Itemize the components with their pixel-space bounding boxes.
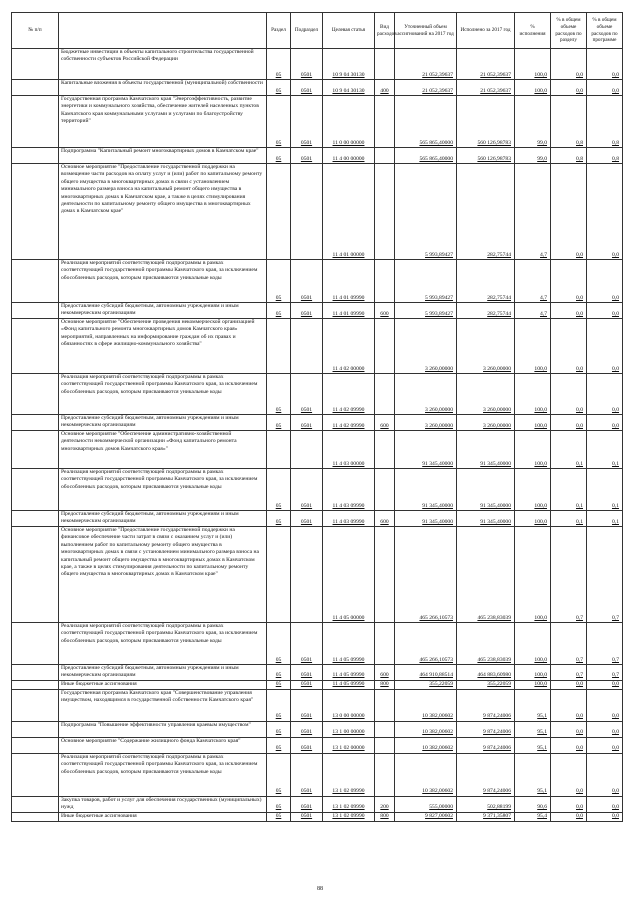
cell-vr [375,319,395,374]
cell-p1: 0,1 [551,511,587,527]
cell-vr: 200 [375,796,395,812]
cell-name: Иные бюджетные ассигнования [59,812,267,821]
cell-cs: 13 1 02 09990 [323,753,375,796]
cell-pct: 100,0 [515,469,551,511]
cell-p2: 0,1 [587,511,623,527]
table-row [12,96,623,148]
cell-pct: 90,6 [515,796,551,812]
cell-npp [12,680,59,689]
cell-npp [12,96,59,148]
cell-pct: 100,0 [515,680,551,689]
cell-razdel: 05 [267,753,291,796]
cell-name: Предоставление субсидий бюджетным, автономным учреждениям и иным некоммерческим организациям [59,303,267,319]
cell-p1: 0,0 [551,689,587,721]
cell-name: Предоставление субсидий бюджетным, автономным учреждениям и иным некоммерческим организациям [59,415,267,431]
cell-podrazdel: 0501 [291,374,323,415]
cell-p2: 0,8 [587,96,623,148]
cell-p1: 0,8 [551,148,587,164]
cell-p2: 0,0 [587,796,623,812]
cell-npp [12,431,59,469]
cell-pct: 100,0 [515,319,551,374]
cell-fact: 282,75744 [457,303,515,319]
header-fact: Исполнено за 2017 год [457,13,515,49]
cell-p2: 0,7 [587,623,623,665]
cell-p2: 0,0 [587,415,623,431]
cell-fact: 9 371,35807 [457,812,515,821]
cell-podrazdel: 0501 [291,80,323,96]
cell-fact: 560 126,98783 [457,96,515,148]
cell-p1: 0,0 [551,737,587,753]
cell-p1: 0,0 [551,721,587,737]
cell-plan: 91 345,40000 [395,511,457,527]
cell-npp [12,303,59,319]
cell-plan: 3 260,00000 [395,319,457,374]
document-page [11,12,622,822]
cell-vr [375,96,395,148]
table-row [12,721,623,737]
cell-p2: 0,7 [587,527,623,623]
cell-plan: 91 345,40000 [395,469,457,511]
cell-fact: 464 883,60980 [457,665,515,681]
cell-razdel [267,164,291,260]
cell-p2: 0,0 [587,49,623,80]
table-body [12,49,623,822]
cell-pct: 4,7 [515,164,551,260]
cell-cs: 11 4 03 09990 [323,469,375,511]
cell-pct: 100,0 [515,431,551,469]
cell-cs: 11 4 01 09990 [323,260,375,303]
cell-podrazdel: 0501 [291,680,323,689]
cell-p1: 0,0 [551,374,587,415]
cell-razdel: 05 [267,303,291,319]
cell-cs: 11 4 03 09990 [323,511,375,527]
table-row [12,469,623,511]
cell-razdel: 05 [267,689,291,721]
cell-name: Основное мероприятие "Предоставление государственной поддержки на возмещение части расходов на оплату услуг и (или) работ по капитальному ремонту общего имущества в многоквартирных домах в связи с установлением минимального размера взноса на капитальный ремонт общего имущества в многоквартирных домах в Камчатском крае, а также в целях стимулирования деятельности по капитальному ремонту общего имущества в многоквартирных домах в Камчатском крае" [59,164,267,260]
cell-npp [12,469,59,511]
cell-p1: 0,0 [551,164,587,260]
cell-p1: 0,8 [551,96,587,148]
cell-npp [12,796,59,812]
cell-p2: 0,0 [587,721,623,737]
cell-podrazdel [291,431,323,469]
table-row [12,80,623,96]
table-row [12,796,623,812]
cell-p2: 0,0 [587,164,623,260]
cell-p2: 0,0 [587,374,623,415]
page-number: 88 [317,886,323,892]
cell-pct: 100,0 [515,374,551,415]
cell-p2: 0,0 [587,319,623,374]
cell-p1: 0,0 [551,415,587,431]
cell-plan: 465 266,10573 [395,623,457,665]
cell-p2: 0,0 [587,737,623,753]
cell-plan: 565 865,40000 [395,148,457,164]
cell-p1: 0,7 [551,665,587,681]
cell-cs: 11 4 02 09990 [323,374,375,415]
cell-razdel: 05 [267,96,291,148]
cell-npp [12,737,59,753]
cell-plan: 3 260,00000 [395,374,457,415]
cell-p1: 0,0 [551,753,587,796]
cell-cs: 13 1 02 00000 [323,737,375,753]
cell-name: Государственная программа Камчатского края "Энергоэффективность, развитие энергетики и коммунального хозяйства, обеспечение жителей населенных пунктов Камчатского края коммунальными услугами и услугами по благоустройству территорий" [59,96,267,148]
cell-razdel: 05 [267,721,291,737]
cell-vr [375,431,395,469]
cell-razdel: 05 [267,812,291,821]
cell-npp [12,812,59,821]
header-vr: Вид расходов [375,13,395,49]
cell-fact: 21 052,39637 [457,80,515,96]
cell-fact: 560 126,98783 [457,148,515,164]
cell-plan: 355,22059 [395,680,457,689]
cell-vr [375,737,395,753]
cell-fact: 502,88199 [457,796,515,812]
cell-podrazdel: 0501 [291,721,323,737]
cell-name: Подпрограмма "Капитальный ремонт многоквартирных домов в Камчатском крае" [59,148,267,164]
cell-plan: 91 345,40000 [395,431,457,469]
cell-vr: 600 [375,303,395,319]
cell-pct: 4,7 [515,303,551,319]
cell-name: Бюджетные инвестиции в объекты капитального строительства государственной собственности субъектов Российской Федерации [59,49,267,80]
cell-pct: 95,1 [515,753,551,796]
cell-cs: 11 4 05 09990 [323,665,375,681]
cell-podrazdel: 0501 [291,753,323,796]
cell-podrazdel: 0501 [291,49,323,80]
cell-podrazdel: 0501 [291,665,323,681]
cell-fact: 9 874,24006 [457,753,515,796]
cell-plan: 5 993,89427 [395,260,457,303]
cell-pct: 100,0 [515,527,551,623]
cell-p2: 0,0 [587,680,623,689]
cell-name: Основное мероприятие "Предоставление государственной поддержки на финансовое обеспечение части затрат в связи с оказанием услуг и (или) выполнением работ по капитальному ремонту общего имущества в многоквартирных домах в связи с установлением минимального размера взноса на капитальный ремонт общего имущества в многоквартирных домах в Камчатском крае, а также в целях стимулирования деятельности по капитальному ремонту общего имущества в многоквартирных домах в Камчатском крае" [59,527,267,623]
cell-podrazdel: 0501 [291,812,323,821]
table-row [12,260,623,303]
table-row [12,737,623,753]
cell-podrazdel: 0501 [291,511,323,527]
cell-podrazdel: 0501 [291,737,323,753]
cell-name: Предоставление субсидий бюджетным, автономным учреждениям и иным некоммерческим организациям [59,665,267,681]
cell-p1: 0,0 [551,680,587,689]
cell-razdel [267,431,291,469]
cell-p2: 0,0 [587,812,623,821]
table-row [12,303,623,319]
cell-fact: 282,75744 [457,164,515,260]
cell-fact: 91 345,40000 [457,469,515,511]
table-row [12,623,623,665]
table-row [12,511,623,527]
cell-cs: 11 4 01 09990 [323,303,375,319]
header-plan: Уточненный объем ассигнований на 2017 год [395,13,457,49]
cell-p2: 0,8 [587,148,623,164]
cell-p1: 0,0 [551,812,587,821]
cell-cs: 11 4 00 00000 [323,148,375,164]
cell-pct: 95,1 [515,721,551,737]
cell-p1: 0,1 [551,469,587,511]
cell-podrazdel: 0501 [291,469,323,511]
table-row [12,689,623,721]
cell-p1: 0,0 [551,80,587,96]
cell-podrazdel: 0501 [291,260,323,303]
cell-fact: 355,22059 [457,680,515,689]
cell-vr [375,689,395,721]
cell-vr: 800 [375,812,395,821]
cell-name: Иные бюджетные ассигнования [59,680,267,689]
cell-p1: 0,7 [551,527,587,623]
cell-plan: 555,00000 [395,796,457,812]
table-row [12,319,623,374]
cell-fact: 282,75744 [457,260,515,303]
cell-plan: 465 266,10573 [395,527,457,623]
cell-pct: 100,0 [515,80,551,96]
cell-name: Реализация мероприятий соответствующей подпрограммы в рамках соответствующей государственной программы Камчатского края, за исключением обособленных расходов, которым присваиваются уникальные коды [59,260,267,303]
cell-name: Реализация мероприятий соответствующей подпрограммы в рамках соответствующей государственной программы Камчатского края, за исключением обособленных расходов, которым присваиваются уникальные коды [59,469,267,511]
cell-plan: 3 260,00000 [395,415,457,431]
cell-npp [12,148,59,164]
cell-vr [375,753,395,796]
cell-vr [375,49,395,80]
cell-vr [375,374,395,415]
cell-podrazdel: 0501 [291,796,323,812]
cell-plan: 565 865,40000 [395,96,457,148]
cell-podrazdel [291,164,323,260]
cell-pct: 95,1 [515,737,551,753]
header-p1: % в общем объеме расходов по разделу [551,13,587,49]
cell-p1: 0,7 [551,623,587,665]
cell-p1: 0,0 [551,49,587,80]
cell-name: Предоставление субсидий бюджетным, автономным учреждениям и иным некоммерческим организациям [59,511,267,527]
cell-cs: 11 4 01 00000 [323,164,375,260]
cell-npp [12,415,59,431]
cell-name: Подпрограмма "Повышение эффективности управления краевым имуществом" [59,721,267,737]
cell-plan: 21 052,39637 [395,80,457,96]
cell-p1: 0,0 [551,796,587,812]
cell-razdel: 05 [267,148,291,164]
cell-fact: 91 345,40000 [457,511,515,527]
cell-podrazdel: 0501 [291,148,323,164]
cell-fact: 9 874,24006 [457,737,515,753]
table-row [12,148,623,164]
cell-plan: 9 827,00602 [395,812,457,821]
cell-pct: 100,0 [515,415,551,431]
cell-razdel [267,319,291,374]
table-row [12,753,623,796]
cell-vr [375,469,395,511]
header-npp: № п/п [12,13,59,49]
header-razdel: Раздел [267,13,291,49]
cell-pct: 100,0 [515,623,551,665]
cell-p2: 0,1 [587,469,623,511]
cell-p1: 0,0 [551,303,587,319]
cell-name: Закупка товаров, работ и услуг для обеспечения государственных (муниципальных) нужд [59,796,267,812]
table-row [12,164,623,260]
cell-npp [12,49,59,80]
cell-cs: 13 1 02 09990 [323,812,375,821]
cell-cs: 10 9 04 30130 [323,49,375,80]
cell-p2: 0,0 [587,689,623,721]
table-row [12,812,623,821]
header-pct: % исполнения [515,13,551,49]
cell-npp [12,319,59,374]
cell-plan: 5 993,89427 [395,303,457,319]
cell-fact: 3 260,00000 [457,374,515,415]
cell-pct: 99,0 [515,148,551,164]
cell-razdel: 05 [267,415,291,431]
cell-npp [12,665,59,681]
cell-fact: 465 238,83039 [457,527,515,623]
cell-cs: 13 1 00 00000 [323,721,375,737]
cell-cs: 13 0 00 00000 [323,689,375,721]
budget-table [11,12,623,822]
cell-razdel: 05 [267,260,291,303]
cell-razdel: 05 [267,49,291,80]
cell-npp [12,753,59,796]
cell-vr: 600 [375,511,395,527]
cell-p2: 0,0 [587,303,623,319]
table-row [12,374,623,415]
cell-pct: 99,0 [515,96,551,148]
cell-pct: 100,0 [515,49,551,80]
cell-cs: 13 1 02 09990 [323,796,375,812]
cell-npp [12,511,59,527]
cell-p2: 0,0 [587,80,623,96]
cell-vr: 600 [375,415,395,431]
cell-vr [375,164,395,260]
cell-cs: 11 4 05 09990 [323,623,375,665]
cell-cs: 11 4 05 00000 [323,527,375,623]
table-row [12,680,623,689]
cell-p1: 0,0 [551,260,587,303]
cell-vr [375,527,395,623]
cell-npp [12,623,59,665]
cell-p1: 0,1 [551,431,587,469]
cell-podrazdel: 0501 [291,689,323,721]
cell-podrazdel [291,527,323,623]
cell-npp [12,164,59,260]
cell-razdel [267,527,291,623]
cell-vr [375,148,395,164]
cell-vr: 400 [375,80,395,96]
cell-name: Реализация мероприятий соответствующей подпрограммы в рамках соответствующей государственной программы Камчатского края, за исключением обособленных расходов, которым присваиваются уникальные коды [59,753,267,796]
cell-name: Капитальные вложения в объекты государственной (муниципальной) собственности [59,80,267,96]
cell-p1: 0,0 [551,319,587,374]
cell-plan: 10 382,00602 [395,753,457,796]
cell-plan: 10 382,00602 [395,737,457,753]
cell-name: Реализация мероприятий соответствующей подпрограммы в рамках соответствующей государственной программы Камчатского края, за исключением обособленных расходов, которым присваиваются уникальные коды [59,623,267,665]
cell-razdel: 05 [267,469,291,511]
header-name [59,13,267,49]
cell-razdel: 05 [267,511,291,527]
cell-fact: 3 260,00000 [457,319,515,374]
cell-razdel: 05 [267,737,291,753]
cell-podrazdel [291,319,323,374]
cell-plan: 10 382,00602 [395,721,457,737]
cell-pct: 4,7 [515,260,551,303]
cell-cs: 11 4 03 00000 [323,431,375,469]
cell-fact: 9 874,24006 [457,721,515,737]
cell-vr: 800 [375,680,395,689]
table-row [12,665,623,681]
cell-npp [12,527,59,623]
cell-razdel: 05 [267,796,291,812]
table-row [12,49,623,80]
table-row [12,527,623,623]
cell-npp [12,80,59,96]
cell-razdel: 05 [267,623,291,665]
cell-podrazdel: 0501 [291,303,323,319]
cell-razdel: 05 [267,665,291,681]
header-cs: Целевая статья [323,13,375,49]
cell-cs: 11 4 02 00000 [323,319,375,374]
cell-name: Основное мероприятие "Обеспечение административно-хозяйственной деятельности некоммерческой организации «Фонд капитального ремонта многоквартирных домов Камчатского края»" [59,431,267,469]
cell-razdel: 05 [267,374,291,415]
cell-razdel: 05 [267,80,291,96]
cell-cs: 10 9 04 30130 [323,80,375,96]
cell-plan: 10 382,00602 [395,689,457,721]
header-podrazdel: Подраздел [291,13,323,49]
cell-fact: 3 260,00000 [457,415,515,431]
cell-podrazdel: 0501 [291,623,323,665]
cell-pct: 95,4 [515,812,551,821]
cell-vr [375,260,395,303]
cell-p2: 0,1 [587,431,623,469]
cell-npp [12,260,59,303]
cell-podrazdel: 0501 [291,415,323,431]
cell-p2: 0,7 [587,665,623,681]
cell-cs: 11 4 02 09990 [323,415,375,431]
cell-npp [12,374,59,415]
cell-vr [375,623,395,665]
cell-fact: 91 345,40000 [457,431,515,469]
cell-p2: 0,0 [587,753,623,796]
cell-fact: 465 238,83039 [457,623,515,665]
cell-pct: 95,1 [515,689,551,721]
cell-vr: 600 [375,665,395,681]
cell-p2: 0,0 [587,260,623,303]
cell-cs: 11 4 05 09990 [323,680,375,689]
cell-razdel: 05 [267,680,291,689]
cell-plan: 464 910,88514 [395,665,457,681]
cell-npp [12,721,59,737]
cell-vr [375,721,395,737]
cell-name: Реализация мероприятий соответствующей подпрограммы в рамках соответствующей государственной программы Камчатского края, за исключением обособленных расходов, которым присваиваются уникальные коды [59,374,267,415]
cell-fact: 21 052,39637 [457,49,515,80]
cell-npp [12,689,59,721]
cell-pct: 100,0 [515,511,551,527]
cell-podrazdel: 0501 [291,96,323,148]
cell-name: Государственная программа Камчатского края "Совершенствование управления имуществом, находящимся в государственной собственности Камчатского края" [59,689,267,721]
header-p2: % в общем объеме расходов по программе [587,13,623,49]
cell-plan: 21 052,39637 [395,49,457,80]
cell-cs: 11 0 00 00000 [323,96,375,148]
cell-name: Основное мероприятие "Обеспечение проведения некоммерческой организацией «Фонд капитального ремонта многоквартирных домов Камчатского края» мероприятий, направленных на информирование граждан об их правах и обязанностях в сфере жилищно-коммунального хозяйства" [59,319,267,374]
cell-pct: 100,0 [515,665,551,681]
cell-fact: 9 874,24006 [457,689,515,721]
table-row [12,431,623,469]
cell-plan: 5 993,89427 [395,164,457,260]
table-row [12,415,623,431]
table-header-row [12,13,623,49]
cell-name: Основное мероприятие "Содержание жилищного фонда Камчатского края" [59,737,267,753]
